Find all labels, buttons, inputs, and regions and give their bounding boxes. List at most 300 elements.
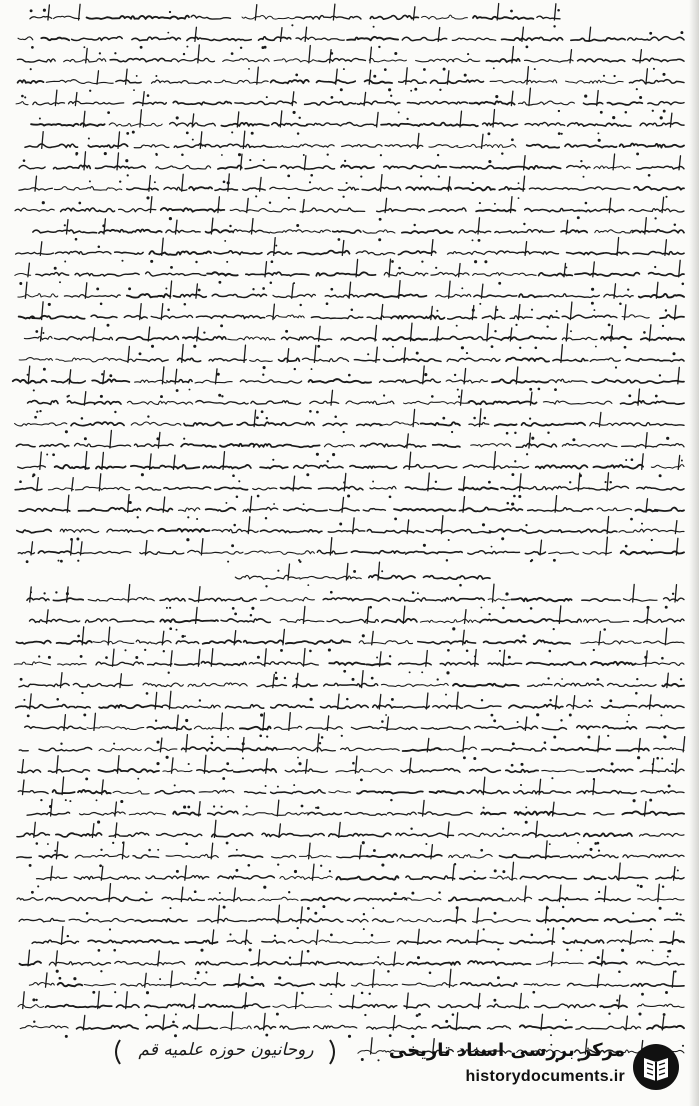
ink-word	[110, 58, 171, 61]
ink-word	[510, 316, 532, 319]
ink-dot	[183, 53, 185, 55]
ink-dot	[438, 176, 440, 178]
ink-dot	[197, 971, 200, 974]
ink-word	[158, 529, 209, 532]
ink-word	[447, 940, 503, 944]
ink-word	[184, 422, 232, 425]
ink-dot	[443, 68, 446, 71]
ink-word	[251, 962, 292, 965]
ink-word	[240, 727, 271, 730]
ink-dot	[23, 159, 26, 162]
ink-word	[260, 466, 288, 469]
ink-word	[293, 961, 362, 965]
ink-dot	[534, 346, 537, 349]
ink-dot	[608, 324, 611, 327]
ink-dot	[673, 352, 676, 355]
ink-dot	[667, 956, 669, 958]
ink-dot	[185, 719, 188, 722]
ink-dot	[96, 799, 98, 801]
ink-word	[249, 662, 278, 665]
ink-word	[475, 726, 538, 729]
ink-dot	[649, 799, 652, 802]
ink-word	[243, 813, 309, 816]
ink-dot	[591, 302, 594, 305]
ink-dot	[648, 174, 651, 177]
ink-dot	[532, 991, 535, 994]
ink-ascender	[22, 760, 24, 774]
ink-dot	[676, 912, 679, 915]
ink-ascender	[40, 452, 42, 469]
ink-word	[656, 876, 684, 879]
ink-word	[621, 401, 685, 404]
ink-dot	[526, 46, 529, 49]
ink-dot	[517, 721, 519, 723]
ink-dot	[30, 68, 32, 70]
ink-word	[457, 144, 516, 147]
ink-dot	[346, 698, 348, 700]
ink-word	[519, 294, 542, 297]
ink-dot	[246, 805, 248, 807]
ink-word	[99, 229, 162, 233]
ink-word	[511, 619, 547, 623]
ink-ascender	[56, 951, 58, 966]
ink-word	[381, 124, 422, 126]
ink-word	[215, 80, 268, 83]
ink-word	[116, 1005, 139, 1008]
ink-word	[597, 508, 631, 511]
ink-ascender	[150, 197, 152, 213]
ink-ascender	[362, 671, 364, 688]
ink-word	[181, 444, 216, 447]
ink-dot	[383, 394, 385, 396]
ink-word	[33, 230, 97, 233]
ink-word	[594, 166, 630, 169]
ink-dot	[35, 999, 37, 1001]
ink-word	[520, 876, 576, 879]
ink-dot	[437, 678, 439, 680]
ink-word	[24, 336, 52, 339]
ink-word	[418, 812, 472, 815]
ink-word	[161, 208, 225, 212]
ink-dot	[665, 606, 668, 609]
ink-word	[251, 401, 301, 405]
ink-ascender	[201, 539, 203, 555]
ink-word	[274, 59, 320, 62]
ink-ascender	[554, 4, 556, 20]
ink-dot	[298, 117, 300, 119]
ink-ascender	[441, 516, 443, 534]
ink-dot	[40, 799, 42, 801]
ink-dot	[343, 431, 345, 433]
ink-dot	[278, 976, 281, 979]
ink-dot	[553, 559, 556, 562]
ink-dot	[66, 395, 68, 397]
ink-dot	[633, 799, 636, 802]
ink-word	[46, 897, 98, 900]
ink-dot	[494, 869, 497, 872]
ink-word	[576, 1026, 641, 1029]
ink-dot	[641, 523, 643, 525]
ink-dot	[662, 885, 664, 887]
ink-dot	[406, 118, 408, 120]
ink-dot	[24, 96, 26, 98]
ink-dot	[99, 864, 102, 867]
ink-dot	[232, 607, 235, 610]
ink-word	[259, 37, 291, 41]
ink-word	[113, 791, 149, 794]
ink-word	[525, 208, 580, 211]
ink-dot	[77, 635, 80, 638]
ink-dot	[463, 756, 466, 759]
ink-dot	[674, 970, 676, 972]
ink-dot	[556, 310, 558, 312]
ink-dot	[421, 671, 423, 673]
ink-word	[275, 983, 314, 986]
ink-dot	[54, 850, 56, 852]
ink-dot	[456, 325, 458, 327]
ink-dot	[199, 699, 201, 701]
ink-word	[603, 726, 637, 729]
ink-dot	[491, 345, 494, 348]
ink-ascender	[97, 71, 99, 84]
ink-dot	[30, 9, 33, 12]
ink-word	[254, 444, 320, 447]
ink-dot	[124, 649, 126, 651]
ink-word	[665, 919, 684, 920]
ink-dot	[249, 948, 252, 951]
ink-word	[473, 16, 533, 19]
ink-dot	[597, 842, 600, 845]
ink-word	[327, 619, 378, 622]
ink-dot	[364, 1014, 366, 1016]
closing-signature: روحانیون حوزه علمیه قم	[138, 1040, 314, 1060]
ink-word	[363, 509, 385, 512]
ink-word	[205, 144, 272, 147]
ink-word	[88, 940, 122, 943]
ink-dot	[454, 374, 456, 376]
ink-dot	[360, 779, 363, 782]
ink-word	[271, 144, 334, 147]
ink-dot	[247, 864, 250, 867]
ink-dot	[549, 650, 552, 653]
ink-dot	[317, 345, 320, 348]
ink-word	[592, 379, 647, 383]
ink-dot	[493, 999, 496, 1002]
ink-dot	[92, 991, 95, 994]
ink-dot	[655, 395, 658, 398]
ink-dot	[238, 480, 240, 482]
ink-word	[36, 273, 69, 276]
ink-dot	[480, 849, 483, 852]
ink-ascender	[370, 47, 372, 63]
ink-word	[373, 705, 403, 708]
ink-word	[620, 144, 684, 148]
ink-dot	[184, 303, 187, 306]
ink-ascender	[646, 433, 648, 448]
ink-word	[284, 508, 327, 511]
ink-dot	[147, 94, 150, 97]
ink-dot	[452, 627, 455, 630]
ink-word	[116, 80, 141, 83]
ink-word	[147, 1025, 178, 1029]
ink-dot	[227, 561, 229, 563]
ink-ascender	[30, 587, 32, 602]
ink-word	[110, 619, 154, 622]
ink-word	[623, 854, 684, 857]
ink-dot	[56, 698, 59, 701]
ink-word	[95, 401, 122, 404]
ink-dot	[60, 743, 62, 745]
ink-word	[175, 664, 200, 665]
ink-word	[529, 188, 562, 190]
ink-word	[629, 209, 684, 212]
ink-dot	[226, 261, 228, 263]
ink-word	[341, 338, 376, 341]
ink-ascender	[245, 930, 247, 944]
ink-word	[176, 641, 199, 644]
ink-dot	[109, 928, 111, 930]
ink-dot	[553, 628, 555, 630]
ink-dot	[466, 352, 468, 354]
ink-dot	[184, 635, 186, 637]
ink-word	[229, 855, 263, 858]
archive-watermark	[388, 1038, 681, 1096]
ink-dot	[577, 216, 580, 219]
ink-ascender	[85, 452, 87, 470]
ink-word	[528, 508, 593, 512]
ink-dot	[638, 1012, 641, 1015]
ink-ascender	[28, 366, 30, 384]
ink-word	[91, 315, 117, 318]
ink-ascender	[529, 88, 531, 105]
ink-dot	[497, 976, 500, 979]
ink-word	[555, 683, 604, 686]
ink-word	[27, 812, 70, 815]
ink-word	[637, 662, 684, 665]
ink-word	[262, 833, 324, 836]
ink-dot	[263, 159, 265, 161]
ink-word	[544, 294, 600, 298]
ink-dot	[372, 907, 374, 909]
ink-ascender	[333, 4, 335, 20]
ink-word	[357, 791, 423, 794]
ink-dot	[155, 75, 157, 77]
ink-word	[151, 315, 192, 318]
ink-word	[404, 401, 470, 404]
ink-dot	[437, 154, 439, 156]
ink-word	[579, 209, 624, 212]
ink-dot	[378, 46, 380, 48]
ink-ascender	[570, 50, 572, 63]
ink-word	[17, 833, 49, 837]
ink-dot	[660, 116, 663, 119]
ink-dot	[37, 885, 39, 887]
ink-ascender	[283, 629, 285, 644]
ink-word	[208, 811, 238, 815]
ink-dot	[26, 560, 29, 563]
ink-word	[173, 101, 231, 104]
ink-word	[367, 1025, 427, 1029]
ink-ascender	[369, 70, 371, 84]
ink-dot	[473, 417, 476, 420]
ink-dot	[80, 655, 83, 658]
ink-dot	[656, 757, 659, 760]
ink-word	[551, 748, 610, 751]
ink-dot	[410, 827, 412, 829]
ink-word	[77, 1025, 139, 1029]
ink-dot	[607, 735, 609, 737]
ink-dot	[488, 613, 490, 615]
ink-word	[246, 1004, 270, 1008]
ink-word	[262, 940, 285, 943]
ink-dot	[255, 195, 257, 197]
ink-word	[56, 358, 110, 362]
ink-word	[641, 791, 684, 794]
ink-dot	[505, 592, 508, 595]
ink-word	[20, 1025, 68, 1028]
ink-word	[298, 251, 350, 255]
ink-dot	[494, 203, 496, 205]
ink-dot	[78, 202, 81, 205]
ink-dot	[233, 524, 236, 527]
ink-word	[430, 336, 473, 340]
ink-dot	[231, 52, 234, 55]
ink-word	[136, 640, 171, 644]
ink-word	[578, 59, 625, 62]
ink-word	[584, 833, 632, 836]
ink-word	[470, 768, 501, 772]
ink-ascender	[646, 69, 648, 84]
ink-word	[75, 443, 131, 447]
ink-ascender	[377, 112, 379, 127]
ink-word	[16, 252, 54, 254]
ink-dot	[299, 304, 301, 306]
ink-ascender	[292, 92, 294, 106]
ink-dot	[530, 607, 533, 610]
ink-word	[396, 833, 454, 836]
ink-word	[99, 705, 162, 708]
ink-word	[31, 124, 78, 126]
ink-dot	[493, 719, 496, 722]
ink-word	[53, 598, 83, 600]
ink-ascender	[158, 951, 160, 966]
ink-dot	[269, 201, 271, 203]
ink-word	[527, 662, 586, 665]
ink-ascender	[481, 284, 483, 298]
ink-word	[502, 37, 563, 40]
ink-word	[218, 166, 242, 169]
ink-dot	[319, 742, 321, 744]
ink-word	[429, 208, 466, 212]
ink-dot	[195, 261, 197, 263]
ink-dot	[33, 1020, 35, 1022]
ink-word	[191, 15, 230, 19]
ink-dot	[597, 132, 599, 134]
ink-dot	[565, 1019, 567, 1021]
ink-dot	[499, 650, 501, 652]
ink-word	[18, 80, 44, 83]
ink-word	[640, 123, 684, 126]
ink-dot	[56, 970, 59, 973]
ink-dot	[635, 692, 638, 695]
ink-dot	[417, 592, 419, 594]
ink-dot	[600, 111, 603, 114]
ink-dot	[510, 10, 513, 13]
ink-word	[595, 230, 634, 233]
ink-word	[127, 188, 158, 190]
ink-word	[384, 358, 441, 361]
ink-word	[157, 833, 202, 836]
ink-word	[316, 272, 375, 275]
ink-dot	[59, 977, 62, 980]
ink-word	[198, 918, 247, 922]
ink-word	[245, 166, 276, 169]
ink-dot	[591, 288, 594, 291]
ink-word	[230, 208, 295, 211]
ink-ascender	[169, 691, 171, 709]
ink-dot	[83, 46, 85, 48]
ink-dot	[502, 607, 505, 610]
ink-word	[459, 487, 498, 489]
ink-ascender	[273, 304, 275, 320]
ink-ascender	[336, 973, 338, 988]
ink-word	[109, 123, 162, 126]
ink-dot	[583, 176, 585, 178]
ink-word	[135, 380, 167, 383]
ink-word	[300, 208, 365, 212]
ink-word	[482, 316, 504, 319]
ink-dot	[666, 437, 669, 440]
ink-word	[422, 15, 468, 19]
ink-ascender	[292, 284, 294, 299]
ink-word	[604, 294, 633, 297]
ink-ascender	[316, 930, 318, 944]
ink-word	[75, 273, 139, 276]
ink-word	[221, 123, 268, 126]
ink-word	[495, 230, 554, 233]
ink-dot	[493, 67, 495, 69]
ink-dot	[362, 841, 365, 844]
ink-ascender	[304, 649, 306, 667]
ink-word	[17, 530, 51, 533]
ink-dot	[665, 309, 667, 311]
ink-word	[476, 210, 515, 212]
ink-word	[320, 983, 344, 985]
ink-dot	[525, 524, 527, 526]
ink-word	[524, 486, 590, 489]
ink-ascender	[650, 695, 652, 709]
ink-ascender	[195, 27, 197, 41]
ink-word	[85, 619, 108, 623]
ink-dot	[643, 331, 646, 334]
ink-ascender	[407, 993, 409, 1009]
ink-word	[519, 101, 575, 105]
ink-word	[624, 599, 658, 601]
ink-word	[278, 662, 319, 665]
ink-word	[92, 379, 129, 383]
ink-dot	[680, 914, 682, 916]
ink-word	[25, 144, 78, 148]
ink-dot	[77, 560, 79, 562]
ink-ascender	[140, 110, 142, 127]
ink-ascender	[342, 497, 344, 512]
ink-dot	[170, 907, 172, 909]
ink-word	[594, 465, 644, 469]
ink-word	[549, 552, 579, 554]
ink-dot	[107, 324, 110, 327]
ink-word	[488, 599, 510, 601]
ink-word	[370, 15, 418, 19]
